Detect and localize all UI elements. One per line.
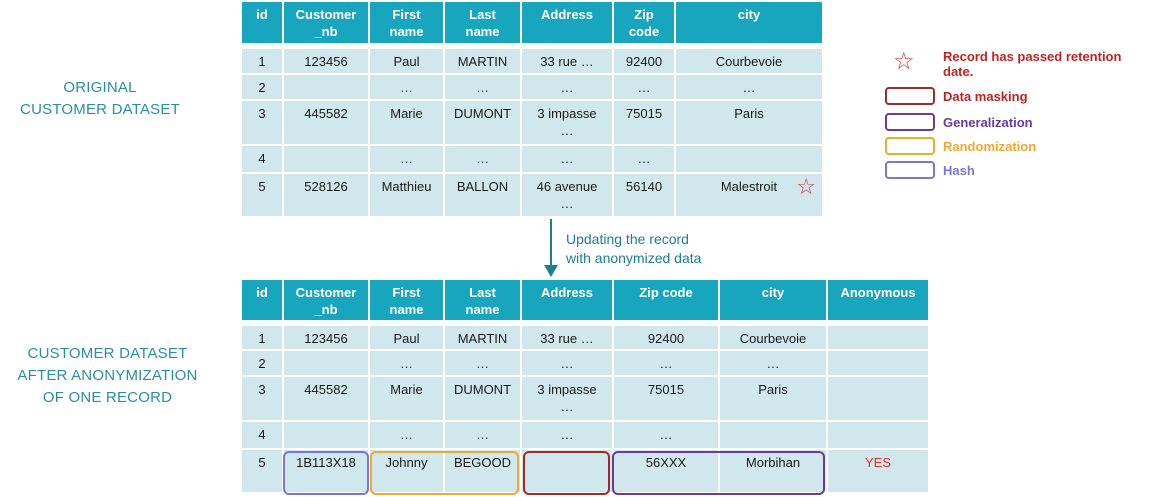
- header-id: id: [242, 2, 284, 45]
- cell-zip: …: [614, 146, 676, 174]
- original-customer-table: [242, 2, 824, 218]
- cell-first-name: Marie: [370, 377, 445, 422]
- legend-randomization-swatch: [885, 137, 935, 155]
- cell-zip: …: [614, 75, 676, 101]
- legend-generalization-swatch: [885, 113, 935, 131]
- cell-address: 3 impasse …: [522, 377, 614, 422]
- header-anonymous: Anonymous: [828, 280, 930, 322]
- header-last-name: Last name: [445, 280, 522, 322]
- cell-address: …: [522, 422, 614, 450]
- cell-zip: 56XXX: [614, 450, 720, 494]
- table-header-row: [242, 280, 930, 322]
- cell-first-name: …: [370, 351, 445, 377]
- legend-masking-swatch: [885, 87, 935, 105]
- randomization-highlight: [370, 451, 519, 495]
- cell-id: 2: [242, 351, 284, 377]
- star-icon: ☆: [796, 174, 816, 199]
- cell-zip: …: [614, 351, 720, 377]
- cell-first-name: Johnny: [370, 450, 445, 494]
- header-first-name: First name: [370, 280, 445, 322]
- cell-last-name: …: [445, 75, 522, 101]
- cell-address: …: [522, 146, 614, 174]
- cell-last-name: BEGOOD: [445, 450, 522, 494]
- table-header-row: [242, 2, 824, 45]
- cell-customer-nb: [284, 351, 370, 377]
- cell-last-name: DUMONT: [445, 377, 522, 422]
- header-customer-nb: Customer _nb: [284, 280, 370, 322]
- cell-zip: 92400: [614, 322, 720, 351]
- after-label-line1: CUSTOMER DATASET: [27, 345, 188, 362]
- cell-address: …: [522, 75, 614, 101]
- cell-zip: 56140: [614, 174, 676, 218]
- cell-city-text: Malestroit: [720, 179, 778, 194]
- header-id: id: [242, 280, 284, 322]
- cell-address: 33 rue …: [522, 322, 614, 351]
- cell-customer-nb: 445582: [284, 101, 370, 146]
- table-row: [242, 174, 824, 218]
- cell-city: Courbevoie: [676, 45, 824, 75]
- cell-city: [676, 174, 824, 218]
- cell-first-name: Matthieu: [370, 174, 445, 218]
- cell-zip: 75015: [614, 377, 720, 422]
- cell-city: Morbihan: [720, 450, 828, 494]
- cell-anonymous: [828, 351, 930, 377]
- cell-address: 46 avenue …: [522, 174, 614, 218]
- cell-anonymous: [828, 377, 930, 422]
- cell-customer-nb: 445582: [284, 377, 370, 422]
- table-row: [242, 422, 930, 450]
- legend-masking: Data masking: [943, 89, 1028, 104]
- table-row: [242, 377, 930, 422]
- after-label-line2: AFTER ANONYMIZATION: [17, 367, 198, 384]
- cell-city: Courbevoie: [720, 322, 828, 351]
- cell-id: 5: [242, 174, 284, 218]
- header-address: Address: [522, 2, 614, 45]
- cell-customer-nb: 123456: [284, 322, 370, 351]
- cell-first-name: …: [370, 422, 445, 450]
- arrow-line: [550, 219, 552, 267]
- cell-id: 3: [242, 377, 284, 422]
- generalization-highlight: [612, 451, 825, 495]
- cell-first-name: …: [370, 75, 445, 101]
- cell-anonymous: YES: [828, 450, 930, 494]
- cell-last-name: BALLON: [445, 174, 522, 218]
- cell-first-name: Paul: [370, 45, 445, 75]
- star-icon: ☆: [893, 48, 915, 75]
- header-zip-code: Zip code: [614, 280, 720, 322]
- cell-city: [676, 146, 824, 174]
- cell-id: 3: [242, 101, 284, 146]
- arrow-caption-line1: Updating the record: [566, 231, 689, 247]
- masking-highlight: [523, 451, 610, 495]
- anonymized-dataset-label: [0, 343, 215, 409]
- arrow-down-icon: [544, 265, 558, 277]
- header-last-name: Last name: [445, 2, 522, 45]
- header-city: city: [676, 2, 824, 45]
- arrow-caption-line2: with anonymized data: [566, 250, 702, 266]
- cell-customer-nb: [284, 422, 370, 450]
- header-first-name: First name: [370, 2, 445, 45]
- cell-city: …: [676, 75, 824, 101]
- cell-city: [720, 422, 828, 450]
- table-row: [242, 75, 824, 101]
- cell-city: …: [720, 351, 828, 377]
- original-label-line1: ORIGINAL: [63, 79, 137, 96]
- cell-last-name: MARTIN: [445, 45, 522, 75]
- cell-zip: …: [614, 422, 720, 450]
- cell-id: 1: [242, 322, 284, 351]
- cell-customer-nb: 528126: [284, 174, 370, 218]
- cell-zip: 92400: [614, 45, 676, 75]
- cell-customer-nb: [284, 146, 370, 174]
- cell-anonymous: [828, 322, 930, 351]
- cell-customer-nb: [284, 75, 370, 101]
- legend-randomization: Randomization: [943, 139, 1037, 154]
- cell-last-name: MARTIN: [445, 322, 522, 351]
- cell-city: Paris: [676, 101, 824, 146]
- cell-id: 5: [242, 450, 284, 494]
- cell-id: 4: [242, 422, 284, 450]
- cell-id: 2: [242, 75, 284, 101]
- cell-id: 4: [242, 146, 284, 174]
- legend-hash: Hash: [943, 163, 975, 178]
- table-row: [242, 45, 824, 75]
- header-customer-nb: Customer _nb: [284, 2, 370, 45]
- original-dataset-label: [10, 77, 190, 121]
- arrow-caption: [566, 230, 701, 268]
- cell-first-name: Marie: [370, 101, 445, 146]
- after-label-line3: OF ONE RECORD: [42, 389, 173, 406]
- cell-last-name: …: [445, 422, 522, 450]
- cell-first-name: Paul: [370, 322, 445, 351]
- table-row: [242, 101, 824, 146]
- cell-anonymous: [828, 422, 930, 450]
- hash-highlight: [283, 451, 369, 495]
- legend-retention: Record has passed retention date.: [943, 49, 1122, 79]
- cell-last-name: …: [445, 146, 522, 174]
- table-row: [242, 146, 824, 174]
- header-city: city: [720, 280, 828, 322]
- cell-address: 33 rue …: [522, 45, 614, 75]
- original-label-line2: CUSTOMER DATASET: [20, 101, 180, 118]
- cell-customer-nb: 123456: [284, 45, 370, 75]
- cell-id: 1: [242, 45, 284, 75]
- header-zip-code: Zip code: [614, 2, 676, 45]
- cell-last-name: …: [445, 351, 522, 377]
- cell-address: …: [522, 351, 614, 377]
- legend-hash-swatch: [885, 161, 935, 179]
- header-address: Address: [522, 280, 614, 322]
- cell-customer-nb: 1B113X18: [284, 450, 370, 494]
- cell-zip: 75015: [614, 101, 676, 146]
- table-row: [242, 351, 930, 377]
- cell-address: 3 impasse …: [522, 101, 614, 146]
- cell-first-name: …: [370, 146, 445, 174]
- cell-last-name: DUMONT: [445, 101, 522, 146]
- legend-generalization: Generalization: [943, 115, 1033, 130]
- cell-city: Paris: [720, 377, 828, 422]
- table-row: [242, 322, 930, 351]
